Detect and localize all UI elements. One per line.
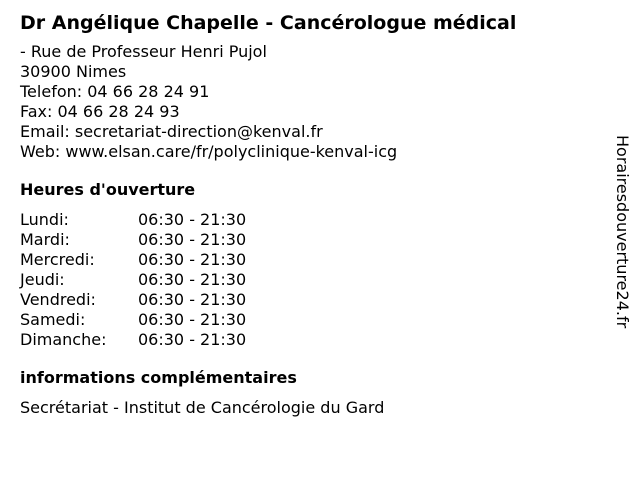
email-line: Email: secretariat-direction@kenval.fr <box>20 122 323 141</box>
hours-row-monday <box>20 210 600 230</box>
time-value: 06:30 - 21:30 <box>138 330 247 349</box>
day-label: Lundi: <box>20 210 69 229</box>
day-label: Mardi: <box>20 230 70 249</box>
city-line: 30900 Nimes <box>20 62 127 81</box>
time-value: 06:30 - 21:30 <box>138 290 247 309</box>
info-text: Secrétariat - Institut de Cancérologie du Gard <box>20 398 385 417</box>
fax-line: Fax: 04 66 28 24 93 <box>20 102 180 121</box>
street-line: - Rue de Professeur Henri Pujol <box>20 42 267 61</box>
day-label: Vendredi: <box>20 290 96 309</box>
phone-line: Telefon: 04 66 28 24 91 <box>20 82 210 101</box>
page-title: Dr Angélique Chapelle - Cancérologue médical <box>20 12 517 34</box>
info-heading: informations complémentaires <box>20 368 297 387</box>
hours-row-saturday <box>20 310 600 330</box>
time-value: 06:30 - 21:30 <box>138 310 247 329</box>
brand-watermark: Horairesdouverture24.fr <box>613 135 632 329</box>
hours-list <box>20 210 600 350</box>
day-label: Mercredi: <box>20 250 95 269</box>
web-line: Web: www.elsan.care/fr/polyclinique-kenval-icg <box>20 142 398 161</box>
time-value: 06:30 - 21:30 <box>138 250 247 269</box>
time-value: 06:30 - 21:30 <box>138 270 247 289</box>
hours-row-sunday <box>20 330 600 350</box>
hours-row-thursday <box>20 270 600 290</box>
day-label: Jeudi: <box>20 270 65 289</box>
address-block <box>20 42 600 162</box>
hours-row-friday <box>20 290 600 310</box>
hours-row-wednesday <box>20 250 600 270</box>
time-value: 06:30 - 21:30 <box>138 210 247 229</box>
doctor-card <box>20 8 600 418</box>
hours-row-tuesday <box>20 230 600 250</box>
day-label: Samedi: <box>20 310 86 329</box>
time-value: 06:30 - 21:30 <box>138 230 247 249</box>
day-label: Dimanche: <box>20 330 107 349</box>
hours-heading: Heures d'ouverture <box>20 180 196 199</box>
